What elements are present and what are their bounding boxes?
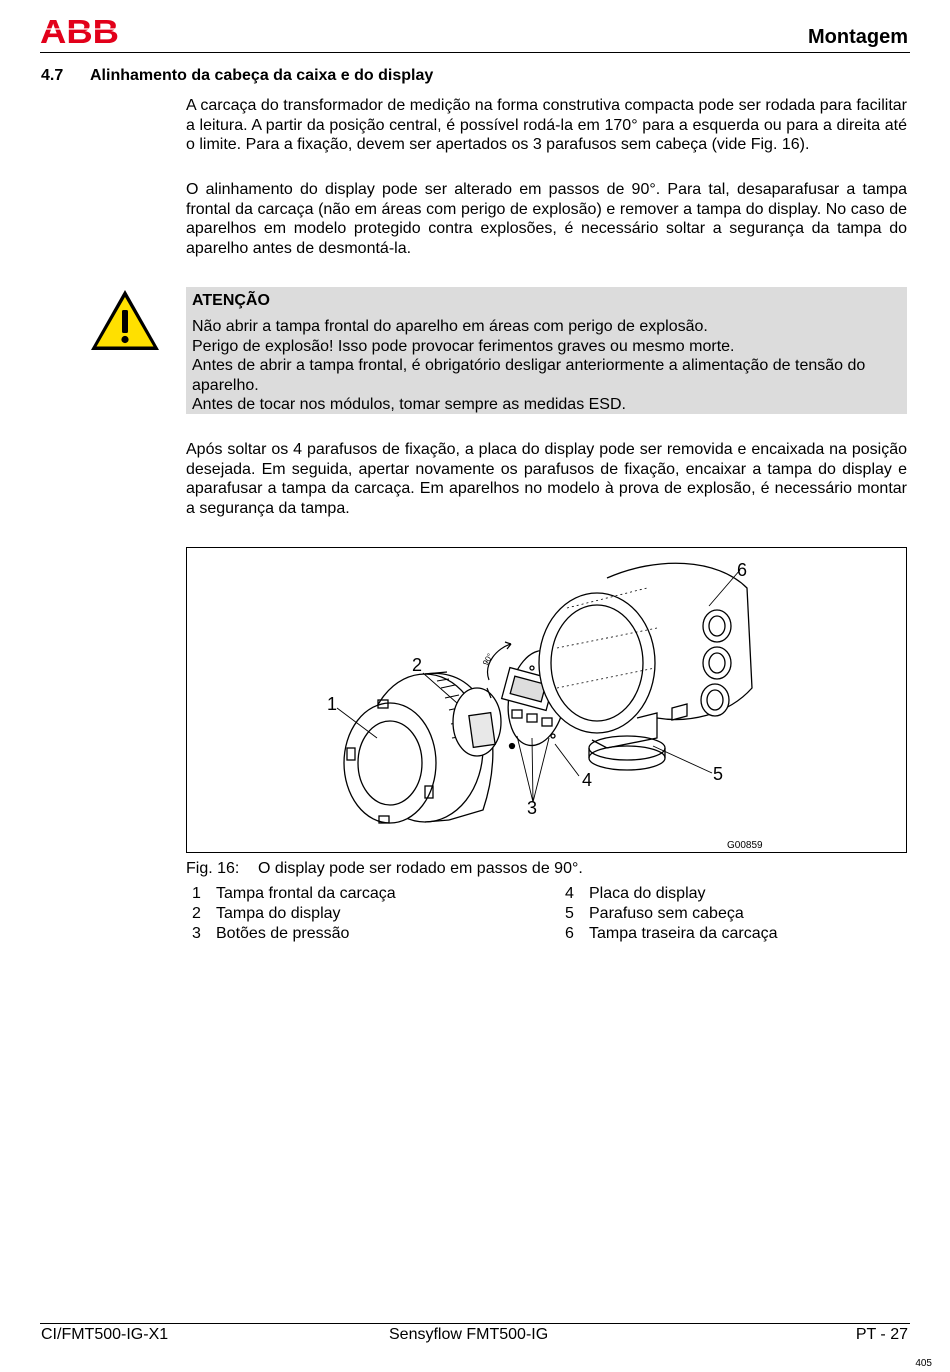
footer-document-id: CI/FMT500-IG-X1 (41, 1326, 169, 1343)
warning-line: Não abrir a tampa frontal do aparelho em áreas com perigo de explosão. (192, 318, 708, 335)
footer-divider (40, 1323, 910, 1324)
housing-drawing (539, 563, 752, 770)
figure-caption-text: O display pode ser rodado em passos de 90°. (258, 860, 583, 877)
paragraph-display-plate: Após soltar os 4 parafusos de fixação, a placa do display pode ser removida e encaixada na posição desejada. Em seguida, apertar novamente os parafusos de fixação, encaixar a tampa do display e aparafusar a tampa da carcaça. Em aparelhos no modelo à prova de explosão, é necessário montar a segurança da tampa. (186, 441, 907, 517)
figure-code: G00859 (727, 840, 763, 851)
warning-box (186, 287, 907, 414)
callout-6: 6 (737, 560, 748, 580)
callout-3: 3 (527, 798, 538, 818)
legend-number: 2 (192, 905, 201, 922)
cable-glands-drawing (672, 610, 731, 720)
section-title: Alinhamento da cabeça da caixa e do display (90, 67, 434, 84)
callout-2: 2 (412, 655, 423, 675)
figure-frame (186, 547, 907, 853)
callout-5: 5 (713, 764, 724, 784)
page-code: 405 (915, 1358, 932, 1369)
legend-number: 1 (192, 885, 201, 902)
footer-product-name: Sensyflow FMT500-IG (389, 1326, 549, 1343)
callout-4: 4 (582, 770, 593, 790)
warning-line: Perigo de explosão! Isso pode provocar ferimentos graves ou mesmo morte. (192, 338, 735, 355)
legend-label: Tampa do display (216, 905, 341, 922)
warning-title: ATENÇÃO (192, 292, 270, 309)
section-number: 4.7 (41, 67, 64, 84)
exploded-view-drawing (187, 548, 906, 852)
legend-number: 5 (565, 905, 574, 922)
legend-label: Placa do display (589, 885, 706, 902)
legend-number: 6 (565, 925, 574, 942)
legend-number: 4 (565, 885, 574, 902)
header-title: Montagem (808, 26, 908, 48)
paragraph-rotation: A carcaça do transformador de medição na forma construtiva compacta pode ser rodada para facilitar a leitura. A partir da posição central, é possível rodá-la em 170° para a esquerda ou para a direita até o limite. Para a fixação, devem ser apertados os 3 parafusos sem cabeça (vide Fig. 16). (186, 97, 907, 154)
abb-logo-text: ABB (40, 16, 119, 46)
callout-1: 1 (327, 694, 338, 714)
warning-line: Antes de tocar nos módulos, tomar sempre as medidas ESD. (192, 396, 626, 413)
legend-number: 3 (192, 925, 201, 942)
legend-label: Tampa traseira da carcaça (589, 925, 778, 942)
rotation-angle-label: 90° (480, 652, 495, 667)
warning-line: Antes de abrir a tampa frontal, é obrigatório desligar anteriormente a alimentação de tensão do aparelho. (192, 357, 866, 394)
warning-triangle-icon (88, 287, 162, 353)
figure-caption-number: Fig. 16: (186, 860, 240, 877)
header-divider (40, 52, 910, 53)
paragraph-display-alignment: O alinhamento do display pode ser alterado em passos de 90°. Para tal, desaparafusar a tampa frontal da carcaça (não em áreas com perigo de explosão) e remover a tampa do display. No caso de aparelhos em modelo protegido contra explosões, é necessário soltar a segurança da tampa do aparelho antes de desmontá-la. (186, 181, 907, 257)
abb-logo (40, 16, 120, 46)
legend-label: Botões de pressão (216, 925, 350, 942)
legend-label: Tampa frontal da carcaça (216, 885, 396, 902)
legend-label: Parafuso sem cabeça (589, 905, 744, 922)
footer-page-number: PT - 27 (855, 1326, 908, 1343)
